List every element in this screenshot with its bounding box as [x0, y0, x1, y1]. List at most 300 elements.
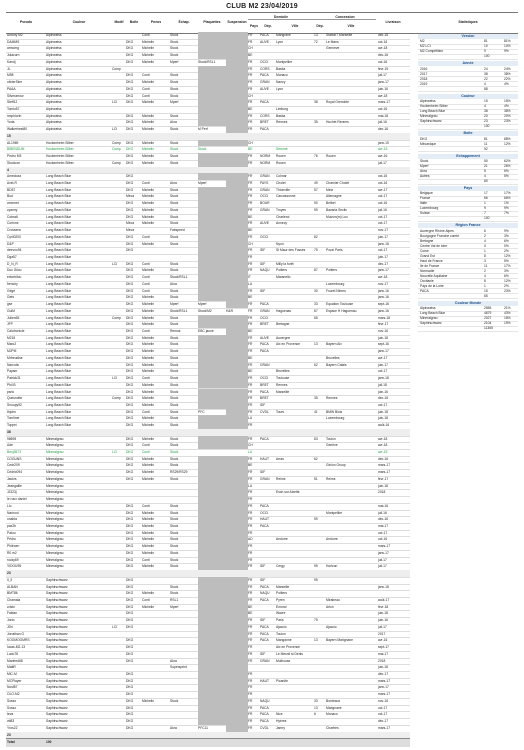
cell-l: janv-17 — [378, 550, 389, 555]
cell-v: Esch sur Alzette — [276, 490, 300, 495]
cell-v: Mangrane — [276, 33, 291, 37]
cell-b: DKG — [126, 725, 134, 730]
cell-pa: FR — [248, 456, 253, 461]
cell-e: Stock — [170, 147, 179, 152]
cell-v — [276, 415, 314, 422]
cell-cv — [326, 718, 376, 725]
cell-pl — [198, 604, 226, 611]
cell-d: GRAN — [260, 362, 270, 367]
cell-p: armcmg — [7, 46, 19, 51]
cell-cv — [326, 489, 376, 496]
stat-label: Ile de France — [420, 263, 440, 268]
cell-cd: 75 — [314, 248, 318, 253]
cell-v — [276, 362, 314, 369]
cell-e — [170, 489, 198, 496]
cell-e — [170, 705, 198, 712]
cell-v — [276, 227, 314, 234]
cell-l: janv-17 — [378, 349, 389, 354]
cell-l: juin-17 — [378, 234, 388, 239]
cell-co: Long Beach Blue — [46, 335, 72, 340]
cell-e: Akra — [170, 180, 177, 185]
cell-m — [112, 530, 126, 537]
cell-p: Ade — [7, 443, 13, 448]
cell-co: Long Beach Blue — [46, 396, 72, 401]
stat-count: 100 — [484, 216, 490, 221]
cell-co: Saphirschwarz — [46, 591, 68, 596]
header-livraison: Livraison — [385, 20, 401, 24]
cell-pa: FR — [248, 261, 253, 266]
cell-b: DKG — [126, 618, 134, 623]
cell-pl — [198, 436, 226, 443]
cell-cv — [326, 503, 376, 510]
cell-co: Mineralgrau — [46, 470, 64, 475]
cell-v: Paris — [276, 618, 284, 623]
cell-l: mai-16 — [378, 503, 389, 508]
cell-p: xmphlorin — [7, 113, 22, 118]
cell-b: DKG — [126, 517, 134, 522]
cell-v: Cergy — [276, 564, 285, 569]
cell-pa: LU — [248, 281, 253, 286]
cell-p: 4 — [7, 167, 9, 172]
cell-l: oct-17 — [378, 705, 388, 710]
cell-m — [112, 207, 126, 214]
cell-cd — [314, 510, 326, 517]
cell-l: juil-17 — [378, 557, 387, 562]
cell-pl — [198, 220, 226, 227]
cell-su — [226, 469, 248, 476]
cell-cd — [314, 415, 326, 422]
cell-cd — [314, 590, 326, 597]
cell-b: DKG — [126, 174, 134, 179]
cell-co: Saphirschwarz — [46, 725, 68, 730]
cell-cd — [314, 45, 326, 52]
cell-b: DKG — [126, 604, 134, 609]
cell-pl: Mperf — [198, 180, 207, 185]
cell-v — [276, 483, 314, 490]
cell-v: Tours — [276, 409, 285, 414]
cell-v: Carcassonne — [276, 194, 296, 199]
cell-d: GRAN — [260, 187, 270, 192]
cell-pa: FR — [248, 396, 253, 401]
cell-p: AL1969 — [7, 140, 19, 145]
stat-label: Belgique — [420, 191, 433, 196]
cell-b — [126, 732, 142, 739]
cell-m — [112, 79, 126, 86]
cell-pn — [142, 658, 170, 665]
cell-pa: FR — [248, 382, 253, 387]
cell-cd — [314, 261, 326, 268]
header-echap: Échap. — [178, 20, 190, 24]
cell-v — [276, 516, 314, 523]
cell-cd — [314, 550, 326, 557]
stat-count: 3 — [484, 258, 486, 263]
cell-pa: FR — [248, 557, 253, 562]
cell-su — [226, 187, 248, 194]
cell-e: Mperf — [170, 59, 179, 64]
cell-co: Saphirschwarz — [46, 624, 68, 629]
cell-p: BIBENDUM — [7, 147, 25, 152]
cell-cv: Bayern Aix — [326, 342, 342, 347]
stat-label: Long Beach Blue — [420, 311, 446, 316]
cell-pa: FR — [248, 362, 253, 367]
cell-pl — [198, 637, 226, 644]
cell-pl — [198, 456, 226, 463]
cell-pl — [198, 516, 226, 523]
cell-co: Long Beach Blue — [46, 402, 72, 407]
cell-m — [112, 590, 126, 597]
cell-v — [276, 294, 314, 301]
cell-p: MCPlayer — [7, 678, 22, 683]
cell-b: DKG — [126, 470, 134, 475]
cell-b: DKG — [126, 530, 134, 535]
cell-pn — [142, 584, 170, 591]
stat-percent: 6% — [504, 238, 509, 243]
cell-pn: Conti — [142, 180, 150, 185]
cell-b: DKG — [126, 261, 134, 266]
cell-cd — [314, 732, 326, 739]
cell-d — [260, 106, 276, 113]
cell-d: PACA — [260, 100, 269, 105]
cell-cv — [326, 93, 376, 100]
cell-su — [226, 604, 248, 611]
cell-co: Long Beach Blue — [46, 234, 72, 239]
cell-v — [276, 698, 314, 705]
cell-cd — [314, 72, 326, 79]
cell-l: oct-16 — [378, 59, 388, 64]
cell-b: DKG — [126, 160, 134, 165]
cell-l: févr-17 — [378, 476, 389, 481]
cell-m — [112, 631, 126, 638]
cell-pa: FR — [248, 631, 253, 636]
cell-m — [112, 577, 126, 584]
cell-cv: Toulon — [326, 436, 336, 441]
cell-cd — [314, 530, 326, 537]
cell-cv: Allemagne — [326, 194, 342, 199]
cell-co: Hockenheim Silber — [46, 147, 74, 152]
stat-label: Centre Val de loire — [420, 243, 448, 248]
stat-count: 9 — [484, 206, 486, 211]
cell-v: Toulon — [276, 631, 286, 636]
cell-cv — [326, 173, 376, 180]
cell-e — [170, 718, 198, 725]
cell-l — [378, 496, 410, 503]
cell-cv — [326, 294, 376, 301]
cell-pl — [198, 718, 226, 725]
cell-v: Picardie — [276, 678, 288, 683]
cell-pa — [248, 739, 260, 746]
cell-d: PACA — [260, 389, 269, 394]
cell-l: nov-17 — [378, 228, 389, 233]
stat-percent: 6% — [504, 273, 509, 278]
cell-cv — [326, 644, 376, 651]
cell-pl — [198, 536, 226, 543]
cell-m — [112, 119, 126, 126]
stat-count: 80 — [484, 179, 488, 183]
cell-pn: Michelin — [142, 423, 155, 428]
cell-su — [226, 523, 248, 530]
cell-cv — [326, 543, 376, 550]
cell-pn: Conti — [142, 86, 150, 91]
cell-pl — [198, 597, 226, 604]
cell-p: R0 m2 — [7, 550, 17, 555]
cell-e: Stock — [170, 39, 179, 44]
cell-v: Lyon — [276, 86, 284, 91]
stat-percent: 15% — [504, 99, 511, 104]
cell-cd — [314, 584, 326, 591]
stat-percent: 18% — [504, 316, 511, 321]
cell-cd — [314, 294, 326, 301]
cell-pl — [198, 563, 226, 570]
cell-cd — [314, 604, 326, 611]
cell-p: frenchy — [7, 281, 18, 286]
cell-pn: Michelin — [142, 564, 155, 569]
cell-e: Stock — [170, 362, 179, 367]
cell-d — [260, 536, 276, 543]
cell-pl — [198, 617, 226, 624]
cell-cv — [326, 315, 376, 322]
cell-pn: Michelin — [142, 436, 155, 441]
cell-pa: LU — [248, 483, 253, 488]
stat-count: 66 — [484, 196, 488, 201]
stat-percent: 3% — [504, 233, 509, 238]
cell-cv — [326, 678, 376, 685]
cell-e: Stock — [170, 295, 179, 300]
cell-cd — [314, 658, 326, 665]
cell-b: DKG — [126, 86, 134, 91]
cell-d — [260, 133, 276, 140]
cell-pa: BE — [248, 604, 253, 609]
cell-pl — [198, 671, 226, 678]
cell-m — [112, 214, 126, 221]
cell-e: Stock — [170, 463, 179, 468]
cell-l: juin-18 — [378, 483, 388, 488]
cell-co: Saphirschwarz — [46, 712, 68, 717]
cell-m — [112, 610, 126, 617]
cell-pn — [142, 678, 170, 685]
cell-pn: Michelin — [142, 537, 155, 542]
cell-d: PAYS — [260, 180, 269, 185]
cell-co: Long Beach Blue — [46, 268, 72, 273]
cell-pl — [198, 207, 226, 214]
cell-p: Lio — [7, 503, 12, 508]
cell-cv: Rouen — [326, 154, 336, 159]
cell-pa: FR — [248, 194, 253, 199]
cell-pl — [198, 160, 226, 167]
cell-cv — [326, 739, 376, 746]
cell-cv — [326, 220, 376, 227]
stat-count: 1 — [484, 283, 486, 288]
cell-pl — [198, 402, 226, 409]
cell-p: D_N_R — [7, 261, 18, 266]
cell-m: LCI — [112, 127, 118, 132]
stat-count: 24 — [484, 66, 488, 71]
cell-l: nov-16 — [378, 698, 389, 703]
cell-d: OCCI — [260, 194, 269, 199]
cell-cv — [326, 449, 376, 456]
stat-count: 11 — [484, 263, 488, 268]
cell-e: Stock — [170, 160, 179, 165]
stat-count: 100 — [484, 54, 490, 59]
cell-co: Alpinweiss — [46, 86, 62, 91]
cell-pn — [142, 664, 170, 671]
cell-pl — [198, 483, 226, 490]
cell-pa: FR — [248, 160, 253, 165]
cell-pl — [198, 530, 226, 537]
cell-e: Stock — [170, 530, 179, 535]
cell-m — [112, 415, 126, 422]
cell-b: Méca — [126, 221, 135, 226]
cell-cv: Equation Toulouse — [326, 302, 354, 307]
cell-v: Milly la forêt — [276, 261, 294, 266]
cell-d — [260, 52, 276, 59]
stat-percent: 5% — [504, 258, 509, 263]
cell-pa: FR — [248, 712, 253, 717]
cell-cd — [314, 335, 326, 342]
cell-su — [226, 93, 248, 100]
cell-su — [226, 415, 248, 422]
cell-m — [112, 496, 126, 503]
cell-v: Nyon — [276, 241, 284, 246]
cell-d: CORS — [260, 66, 270, 71]
cell-v — [276, 254, 314, 261]
stat-percent: 66% — [504, 196, 511, 201]
cell-su — [226, 456, 248, 463]
cell-d — [260, 483, 276, 490]
cell-v: Hyères — [276, 719, 287, 724]
cell-su — [226, 200, 248, 207]
header-domicile: Domicile — [248, 15, 314, 20]
stat-percent: 38% — [504, 109, 511, 114]
cell-l: mai-17 — [378, 524, 389, 529]
cell-p: JL — [7, 66, 11, 71]
cell-su — [226, 72, 248, 79]
cell-co — [46, 570, 112, 577]
cell-pn: Michelin — [142, 127, 155, 132]
cell-l: juin-17 — [378, 254, 388, 259]
cell-cv — [326, 664, 376, 671]
cell-m — [112, 187, 126, 194]
cell-e — [170, 66, 198, 73]
stat-percent: 24% — [504, 66, 511, 71]
cell-p: Julacorn — [7, 53, 20, 58]
cell-pl — [198, 341, 226, 348]
cell-e: Stock — [170, 113, 179, 118]
cell-cd — [314, 348, 326, 355]
stat-percent: 4% — [504, 104, 509, 109]
cell-v: Le Mesnil st Denis — [276, 651, 303, 656]
cell-v: Pyren — [276, 598, 285, 603]
cell-pa: FR — [248, 80, 253, 85]
cell-co: Saphirschwarz — [46, 584, 68, 589]
cell-l: juin-16 — [378, 389, 388, 394]
cell-p: COGUNS — [7, 456, 22, 461]
cell-d — [260, 254, 276, 261]
cell-e — [170, 691, 198, 698]
cell-b: DKG — [126, 611, 134, 616]
cell-e: Stock — [170, 584, 179, 589]
cell-p: JJ323j — [7, 490, 17, 495]
cell-pn: Conti — [142, 450, 150, 455]
cell-e — [170, 732, 198, 739]
cell-pl — [198, 368, 226, 375]
cell-v — [276, 200, 314, 207]
cell-m — [112, 409, 126, 416]
cell-su — [226, 348, 248, 355]
stat-count: 50 — [484, 159, 488, 163]
cell-v — [276, 469, 314, 476]
cell-su — [226, 119, 248, 126]
cell-b: DKG — [126, 402, 134, 407]
cell-m — [112, 705, 126, 712]
cell-v — [276, 93, 314, 100]
cell-co — [46, 732, 112, 739]
cell-pa — [248, 133, 260, 140]
cell-co: Long Beach Blue — [46, 382, 72, 387]
cell-pl — [198, 187, 226, 194]
cell-d — [260, 274, 276, 281]
cell-p: Patou — [7, 530, 16, 535]
cell-m — [112, 597, 126, 604]
cell-pl: Stock/RSL1 — [198, 59, 216, 64]
cell-e: Akra — [170, 281, 177, 286]
cell-cd: 75 — [314, 618, 318, 623]
cell-e: Stock — [170, 234, 179, 239]
cell-b: DKG — [126, 537, 134, 542]
cell-pn: Michelin — [142, 207, 155, 212]
cell-cv — [326, 456, 376, 463]
cell-cv — [326, 66, 376, 73]
cell-co: Alpinweiss — [46, 53, 62, 58]
cell-pa: FR — [248, 645, 253, 650]
cell-pa: FR — [248, 510, 253, 515]
stat-label: Stock — [420, 159, 429, 163]
cell-su — [226, 631, 248, 638]
cell-e: Akra — [170, 120, 177, 125]
cell-v: Emond — [276, 604, 287, 609]
cell-l: déc-17 — [378, 672, 389, 676]
stats-row — [418, 124, 518, 130]
stat-label: Luxembourg — [420, 206, 439, 211]
cell-co — [46, 167, 112, 174]
cell-co: Long Beach Blue — [46, 389, 72, 394]
cell-m — [112, 543, 126, 550]
cell-e: Stock — [170, 537, 179, 542]
cell-b: DKG — [126, 315, 134, 320]
cell-cd — [314, 227, 326, 234]
cell-d — [260, 93, 276, 100]
cell-pa: IT — [248, 275, 251, 280]
cell-m — [112, 193, 126, 200]
cell-pa: FR — [248, 154, 253, 159]
stat-label: 2017 — [420, 71, 428, 76]
stat-count: 6 — [484, 228, 486, 233]
cell-cv: Monaco — [326, 712, 338, 717]
cell-p: Cobra6 — [7, 214, 18, 219]
cell-pl — [198, 395, 226, 402]
cell-pa: FR — [248, 685, 253, 690]
cell-cv: Genève — [326, 443, 338, 448]
cell-pn: Michelin — [142, 456, 155, 461]
cell-cd — [314, 462, 326, 469]
cell-b: DKG — [126, 73, 134, 78]
cell-b: DKG — [126, 423, 134, 428]
cell-e: Stock — [170, 86, 179, 91]
cell-pl — [198, 610, 226, 617]
cell-p: M98 — [7, 73, 14, 78]
stats-section-header: Couleur — [418, 94, 518, 99]
cell-su — [226, 301, 248, 308]
cell-pl: Stock — [198, 147, 207, 152]
